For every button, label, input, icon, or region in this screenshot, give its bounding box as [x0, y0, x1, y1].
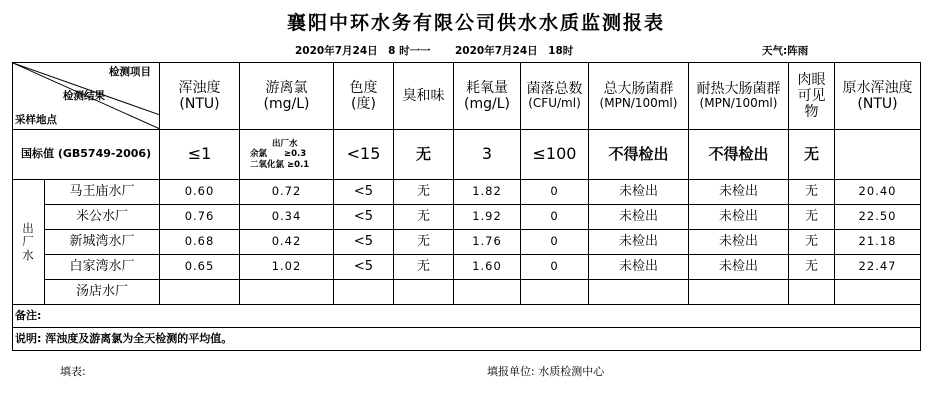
coliform-value: 未检出	[589, 180, 689, 205]
turbidity-value: 0.76	[160, 205, 240, 230]
col-turbidity: 浑浊度 (NTU)	[160, 63, 240, 130]
header-row	[13, 63, 921, 130]
chlorine-value: 0.72	[240, 180, 334, 205]
coliform-value: 未检出	[589, 230, 689, 255]
std-turbidity: ≤1	[160, 130, 240, 180]
raw-turbidity-value: 21.18	[835, 230, 921, 255]
odor-value: 无	[394, 205, 454, 230]
oxygen-value: 1.82	[454, 180, 521, 205]
std-odor: 无	[394, 130, 454, 180]
period-start: 2020年7月24日 8 时一一	[295, 45, 431, 57]
col-color: 色度 (度)	[334, 63, 394, 130]
period-end: 2020年7月24日 18时	[455, 45, 574, 57]
table-row	[13, 230, 921, 255]
raw-turbidity-value: 22.47	[835, 255, 921, 280]
col-visible: 肉眼 可见 物	[789, 63, 835, 130]
colony-value: 0	[521, 230, 589, 255]
table-row	[13, 180, 921, 205]
color-value	[334, 280, 394, 305]
col-chlorine: 游离氯 (mg/L)	[240, 63, 334, 130]
diagonal-header-cell	[13, 63, 160, 130]
report-title: 襄阳中环水务有限公司供水水质监测报表	[286, 12, 665, 34]
col-raw-turbidity: 原水浑浊度 (NTU)	[835, 63, 921, 130]
coliform-value	[589, 280, 689, 305]
oxygen-value: 1.92	[454, 205, 521, 230]
thermo-coliform-value: 未检出	[689, 205, 789, 230]
turbidity-value	[160, 280, 240, 305]
table-row	[13, 255, 921, 280]
reporting-unit: 填报单位: 水质检测中心	[487, 365, 605, 378]
table-row	[13, 205, 921, 230]
visible-value	[789, 280, 835, 305]
color-value: <5	[334, 230, 394, 255]
col-coliform: 总大肠菌群 (MPN/100ml)	[589, 63, 689, 130]
site-name: 米公水厂	[45, 205, 160, 230]
odor-value: 无	[394, 180, 454, 205]
remarks-row	[13, 305, 921, 328]
oxygen-value: 1.60	[454, 255, 521, 280]
chlorine-value	[240, 280, 334, 305]
colony-value: 0	[521, 205, 589, 230]
thermo-coliform-value	[689, 280, 789, 305]
standard-label: 国标值 (GB5749-2006)	[13, 130, 160, 180]
visible-value: 无	[789, 205, 835, 230]
item-label: 检测项目	[109, 66, 151, 78]
odor-value	[394, 280, 454, 305]
site-name: 白家湾水厂	[45, 255, 160, 280]
color-value: <5	[334, 255, 394, 280]
col-thermo-coliform: 耐热大肠菌群 (MPN/100ml)	[689, 63, 789, 130]
chlorine-value: 0.34	[240, 205, 334, 230]
col-colony: 菌落总数 (CFU/ml)	[521, 63, 589, 130]
thermo-coliform-value: 未检出	[689, 230, 789, 255]
colony-value: 0	[521, 255, 589, 280]
result-label: 检测结果	[63, 90, 105, 102]
color-value: <5	[334, 205, 394, 230]
table-row	[13, 280, 921, 305]
visible-value: 无	[789, 180, 835, 205]
remarks-label: 备注:	[13, 305, 921, 328]
standard-row	[13, 130, 921, 180]
odor-value: 无	[394, 255, 454, 280]
std-chlorine: 出厂水 余氯 ≥0.3 二氧化氯 ≥0.1	[240, 130, 334, 180]
weather: 天气:阵雨	[762, 45, 809, 57]
filler-label: 填表:	[60, 365, 86, 378]
oxygen-value: 1.76	[454, 230, 521, 255]
raw-turbidity-value: 22.50	[835, 205, 921, 230]
chlorine-value: 1.02	[240, 255, 334, 280]
site-label: 采样地点	[15, 114, 57, 126]
water-quality-table	[12, 62, 921, 351]
std-color: <15	[334, 130, 394, 180]
std-colony: ≤100	[521, 130, 589, 180]
color-value: <5	[334, 180, 394, 205]
col-odor: 臭和味	[394, 63, 454, 130]
outlet-water-label: 出厂水	[13, 180, 45, 305]
colony-value	[521, 280, 589, 305]
std-oxygen: 3	[454, 130, 521, 180]
oxygen-value	[454, 280, 521, 305]
std-coliform: 不得检出	[589, 130, 689, 180]
std-visible: 无	[789, 130, 835, 180]
thermo-coliform-value: 未检出	[689, 180, 789, 205]
chlorine-value: 0.42	[240, 230, 334, 255]
turbidity-value: 0.65	[160, 255, 240, 280]
coliform-value: 未检出	[589, 205, 689, 230]
turbidity-value: 0.68	[160, 230, 240, 255]
note-row	[13, 328, 921, 351]
coliform-value: 未检出	[589, 255, 689, 280]
turbidity-value: 0.60	[160, 180, 240, 205]
odor-value: 无	[394, 230, 454, 255]
visible-value: 无	[789, 230, 835, 255]
std-thermo-coliform: 不得检出	[689, 130, 789, 180]
site-name: 汤店水厂	[45, 280, 160, 305]
std-raw-turbidity	[835, 130, 921, 180]
site-name: 新城湾水厂	[45, 230, 160, 255]
note-text: 说明: 浑浊度及游离氯为全天检测的平均值。	[13, 328, 921, 351]
raw-turbidity-value	[835, 280, 921, 305]
colony-value: 0	[521, 180, 589, 205]
thermo-coliform-value: 未检出	[689, 255, 789, 280]
raw-turbidity-value: 20.40	[835, 180, 921, 205]
col-oxygen: 耗氧量 (mg/L)	[454, 63, 521, 130]
site-name: 马王庙水厂	[45, 180, 160, 205]
visible-value: 无	[789, 255, 835, 280]
